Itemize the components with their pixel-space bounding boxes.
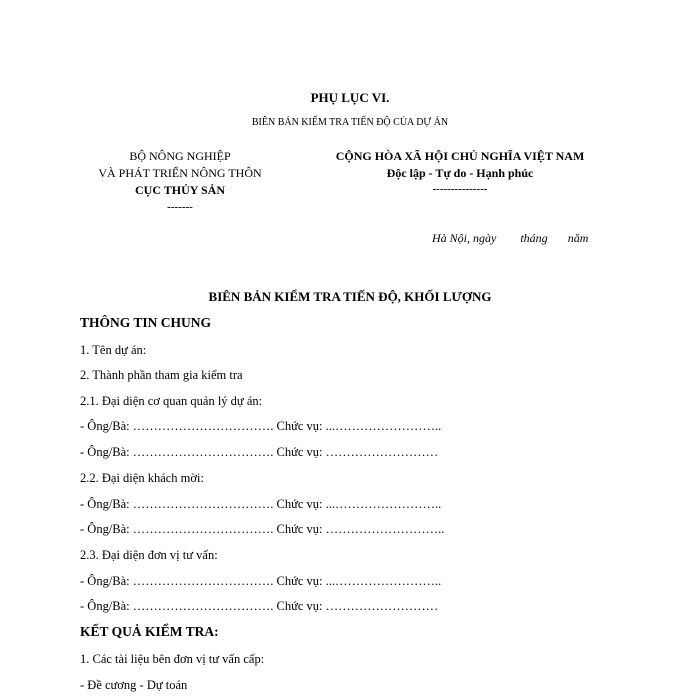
consultant-rep-line-1: - Ông/Bà: ……………………………. Chức vụ: ...…………………….. [80, 574, 442, 588]
consultant-rep-heading: 2.3. Đại diện đơn vị tư vấn: [80, 548, 218, 562]
date-place: Hà Nội, ngày [432, 231, 497, 245]
guest-rep-line-1: - Ông/Bà: ……………………………. Chức vụ: ...…………………….. [80, 497, 442, 511]
national-divider: --------------- [432, 183, 488, 195]
appendix-title: PHỤ LỤC VI. [310, 90, 390, 105]
agency-line-3: CỤC THỦY SẢN [134, 183, 225, 197]
national-name: CỘNG HÒA XÃ HỘI CHỦ NGHĨA VIỆT NAM [335, 149, 585, 163]
guest-rep-line-2: - Ông/Bà: ……………………………. Chức vụ: ……………………….. [80, 522, 445, 536]
participants-line: 2. Thành phần tham gia kiểm tra [80, 368, 243, 382]
documents-provided-line: 1. Các tài liệu bên đơn vị tư vấn cấp: [80, 652, 265, 666]
management-rep-line-1: - Ông/Bà: ……………………………. Chức vụ: ...…………………….. [80, 419, 442, 433]
national-header-block [290, 148, 630, 196]
appendix-subtitle: BIÊN BẢN KIỂM TRA TIẾN ĐỘ CỦA DỰ ÁN [251, 117, 449, 128]
issuing-agency-block [60, 148, 300, 216]
agency-line-2: VÀ PHÁT TRIỂN NÔNG THÔN [98, 166, 262, 180]
results-heading: KẾT QUẢ KIỂM TRA: [80, 624, 219, 639]
date-year: năm [567, 231, 589, 245]
agency-line-1: BỘ NÔNG NGHIỆP [129, 149, 231, 163]
general-info-heading: THÔNG TIN CHUNG [80, 315, 212, 330]
national-motto: Độc lập - Tự do - Hạnh phúc [386, 166, 534, 180]
management-rep-line-2: - Ông/Bà: ……………………………. Chức vụ: ……………………… [80, 445, 439, 459]
date-line [432, 231, 588, 246]
agency-divider: ------- [167, 201, 193, 213]
guest-rep-heading: 2.2. Đại diện khách mời: [80, 471, 204, 485]
project-name-line: 1. Tên dự án: [80, 343, 147, 357]
documents-item-1: - Đề cương - Dự toán [80, 678, 188, 692]
consultant-rep-line-2: - Ông/Bà: ……………………………. Chức vụ: ……………………… [80, 599, 439, 613]
management-rep-heading: 2.1. Đại diện cơ quan quản lý dự án: [80, 394, 263, 408]
document-title: BIÊN BẢN KIỂM TRA TIẾN ĐỘ, KHỐI LƯỢNG [208, 289, 492, 304]
date-month: tháng [520, 231, 548, 245]
